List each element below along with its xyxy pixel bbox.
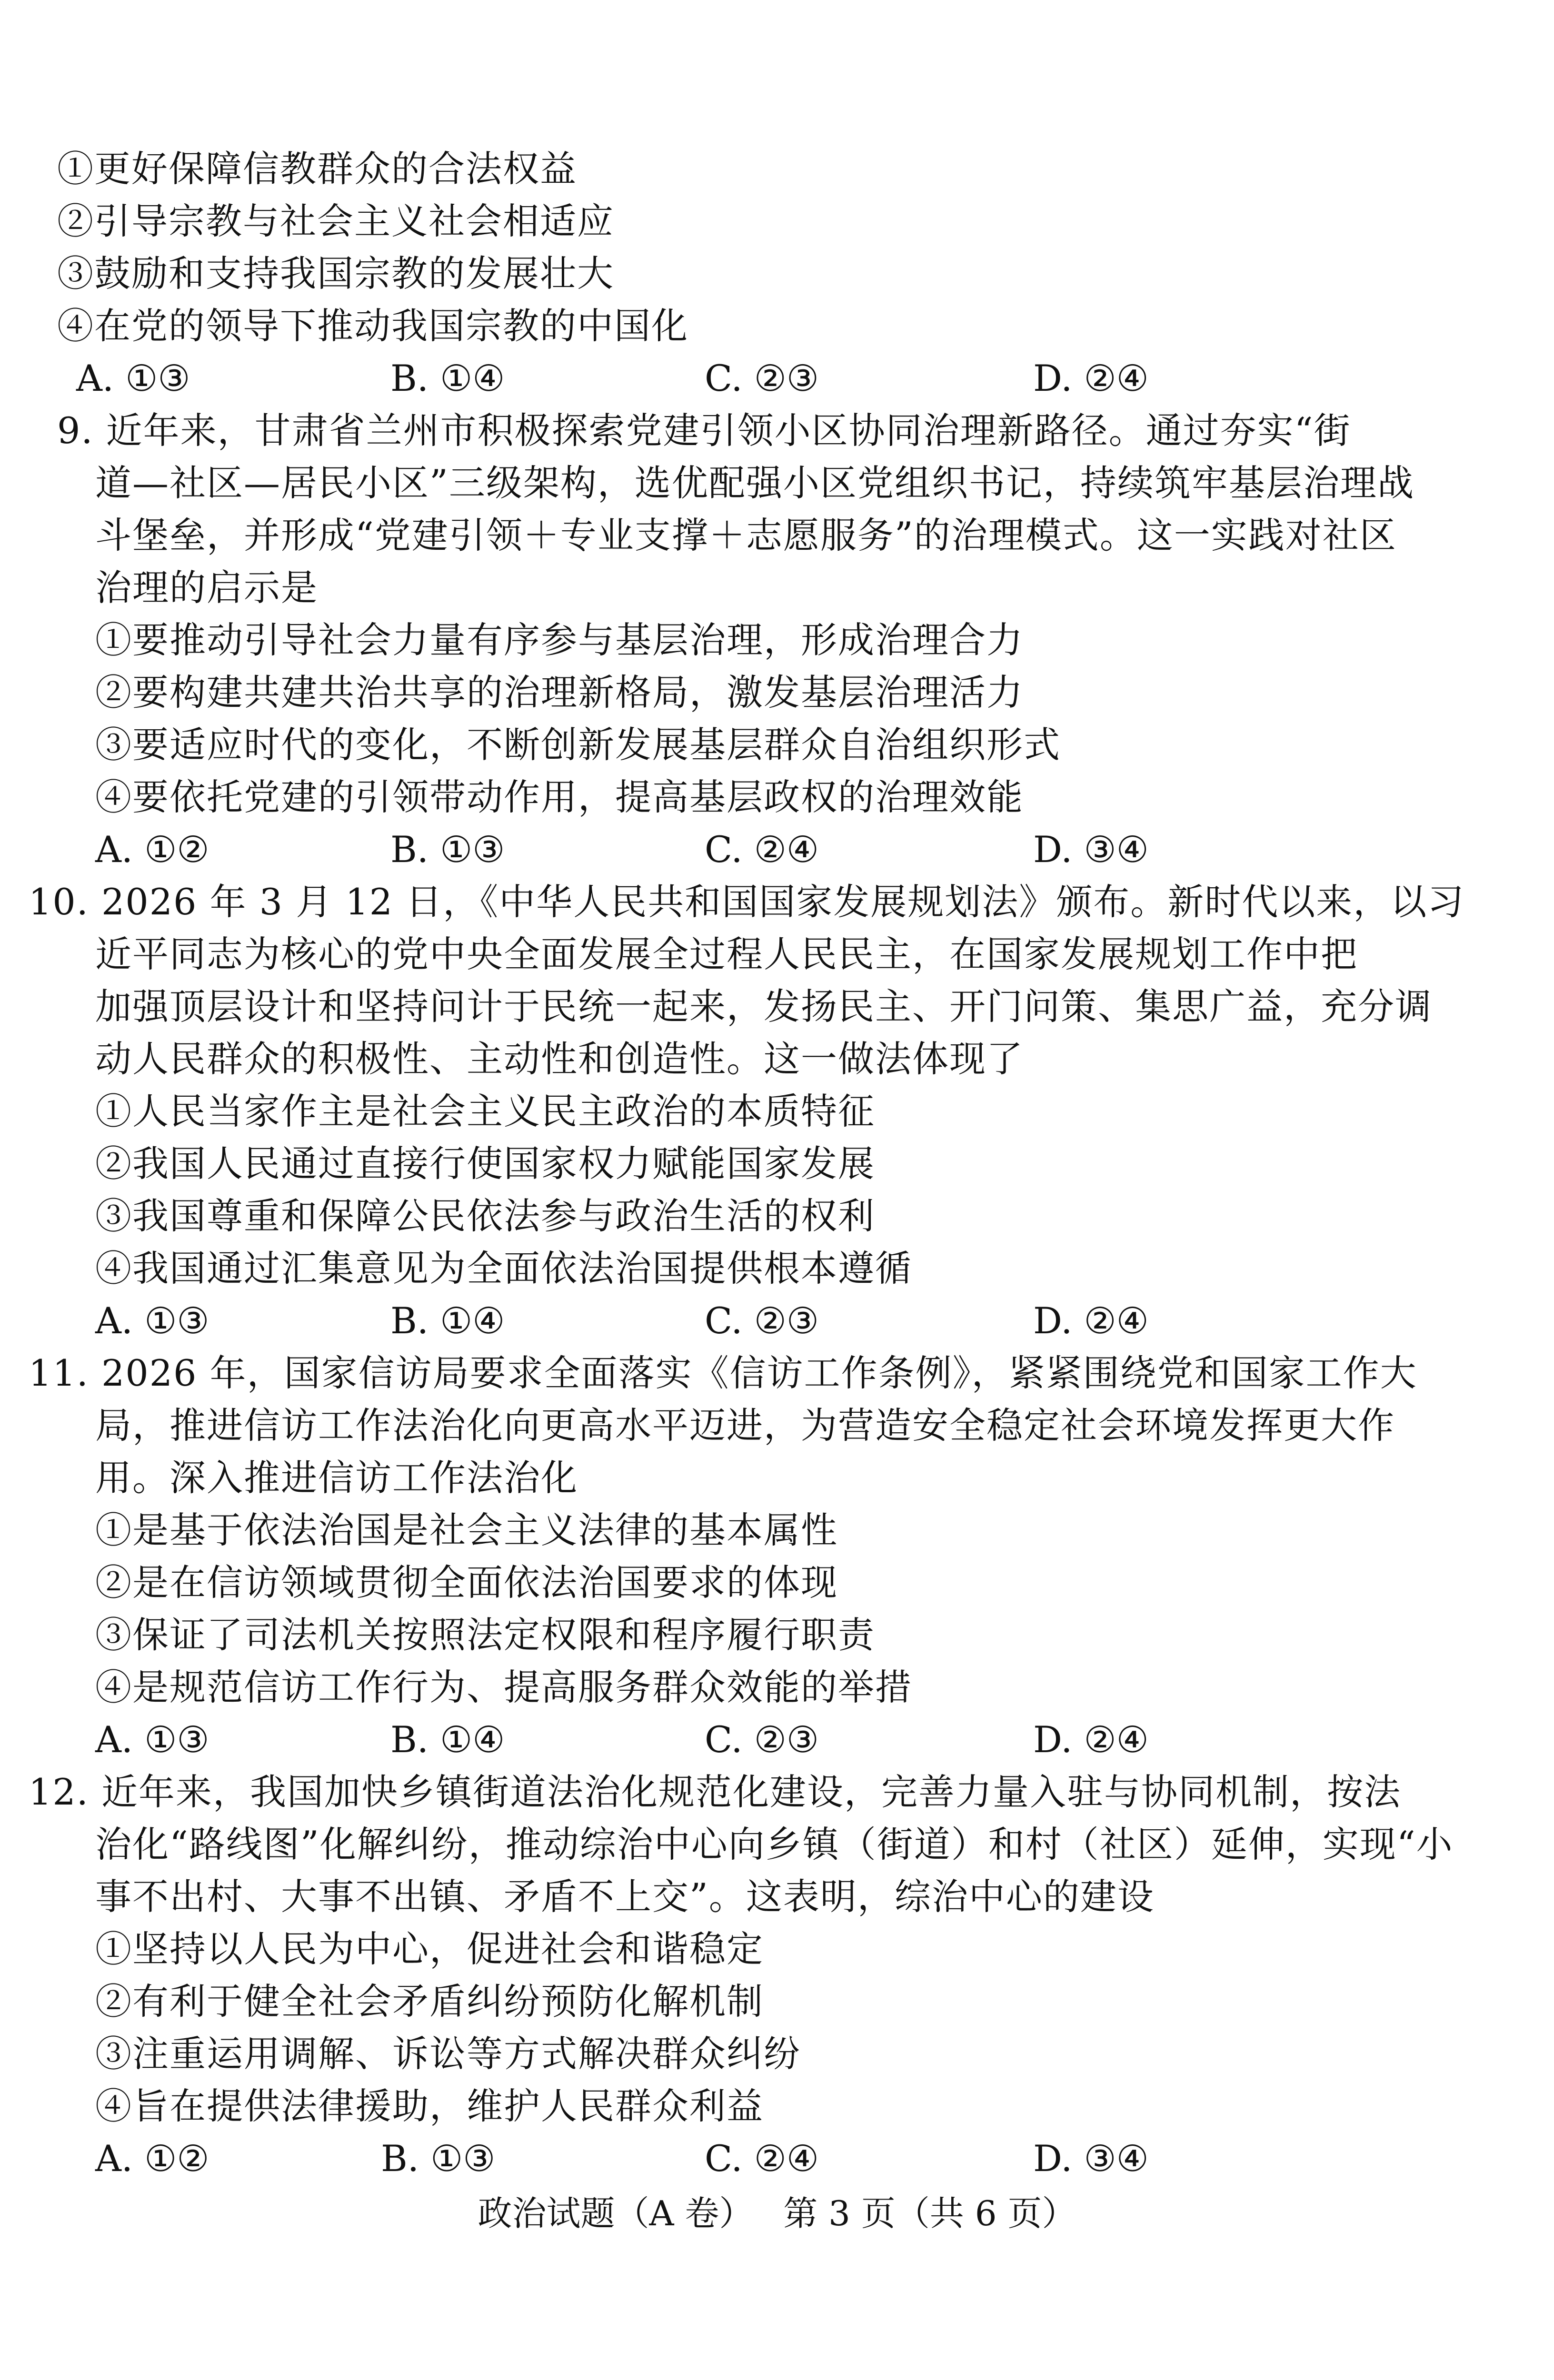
q11-option-4: ④是规范信访工作行为、提高服务群众效能的举措 [95, 1666, 912, 1708]
q11-option-2: ②是在信访领域贯彻全面依法治国要求的体现 [95, 1561, 838, 1604]
q9-stem-line-4: 治理的启示是 [95, 566, 318, 609]
q10-option-3: ③我国尊重和保障公民依法参与政治生活的权利 [95, 1195, 875, 1237]
top-choices [57, 355, 1438, 402]
q12-choices [57, 2135, 1438, 2182]
q9-stem-line-3: 斗堡垒，并形成“党建引领＋专业支撑＋志愿服务”的治理模式。这一实践对社区 [95, 514, 1397, 556]
q9-choice-a: A. ①② [95, 828, 209, 871]
q11-choice-a: A. ①③ [95, 1718, 209, 1761]
q10-stem-line-2: 近平同志为核心的党中央全面发展全过程人民民主，在国家发展规划工作中把 [95, 933, 1358, 975]
choice-c: C. ②③ [705, 357, 819, 399]
q11-stem-line-2: 局，推进信访工作法治化向更高水平迈进，为营造安全稳定社会环境发挥更大作 [95, 1404, 1395, 1447]
q9-option-3: ③要适应时代的变化，不断创新发展基层群众自治组织形式 [95, 724, 1061, 766]
q10-choice-b: B. ①④ [390, 1299, 505, 1342]
choice-b: B. ①④ [390, 357, 505, 399]
footer-subject: 政治试题（A 卷） [478, 2193, 754, 2233]
q11-option-1: ①是基于依法治国是社会主义法律的基本属性 [95, 1509, 838, 1551]
q12-stem-line-1: 12. 近年来，我国加快乡镇街道法治化规范化建设，完善力量入驻与协同机制，按法 [29, 1771, 1402, 1813]
footer-page-number: 第 3 页（共 6 页） [783, 2193, 1076, 2233]
q10-stem-line-1: 10. 2026 年 3 月 12 日，《中华人民共和国国家发展规划法》颁布。新时代以来，以习 [29, 881, 1465, 923]
q11-choices [57, 1716, 1438, 1764]
q11-stem-line-3: 用。深入推进信访工作法治化 [95, 1457, 578, 1499]
q12-choice-d: D. ③④ [1033, 2137, 1149, 2180]
q11-stem-line-1: 11. 2026 年，国家信访局要求全面落实《信访工作条例》，紧紧围绕党和国家工作大 [29, 1352, 1417, 1394]
q10-choice-a: A. ①③ [95, 1299, 209, 1342]
top-option-3: ③鼓励和支持我国宗教的发展壮大 [57, 252, 614, 295]
q9-stem-line-2: 道—社区—居民小区”三级架构，选优配强小区党组织书记，持续筑牢基层治理战 [95, 462, 1415, 504]
q9-choice-b: B. ①③ [390, 828, 505, 871]
page-footer [0, 2190, 1554, 2237]
q9-option-1: ①要推动引导社会力量有序参与基层治理，形成治理合力 [95, 619, 1024, 661]
q10-option-2: ②我国人民通过直接行使国家权力赋能国家发展 [95, 1142, 875, 1185]
q9-choice-c: C. ②④ [705, 828, 819, 871]
q9-stem-line-1: 9. 近年来，甘肃省兰州市积极探索党建引领小区协同治理新路径。通过夯实“街 [57, 409, 1351, 452]
top-option-1: ①更好保障信教群众的合法权益 [57, 148, 577, 190]
q12-choice-c: C. ②④ [705, 2137, 819, 2180]
choice-a: A. ①③ [76, 357, 190, 399]
q11-choice-d: D. ②④ [1033, 1718, 1149, 1761]
q10-stem-line-3: 加强顶层设计和坚持问计于民统一起来，发扬民主、开门问策、集思广益，充分调 [95, 985, 1432, 1028]
q12-stem-line-2: 治化“路线图”化解纠纷，推动综治中心向乡镇（街道）和村（社区）延伸，实现“小 [95, 1823, 1454, 1865]
q11-choice-b: B. ①④ [390, 1718, 505, 1761]
top-option-2: ②引导宗教与社会主义社会相适应 [57, 200, 614, 242]
q12-option-3: ③注重运用调解、诉讼等方式解决群众纠纷 [95, 2033, 801, 2075]
q10-choice-d: D. ②④ [1033, 1299, 1149, 1342]
q11-choice-c: C. ②③ [705, 1718, 819, 1761]
q12-option-1: ①坚持以人民为中心，促进社会和谐稳定 [95, 1928, 764, 1970]
choice-d: D. ②④ [1033, 357, 1149, 399]
q11-option-3: ③保证了司法机关按照法定权限和程序履行职责 [95, 1614, 875, 1656]
q9-choice-d: D. ③④ [1033, 828, 1149, 871]
q12-stem-line-3: 事不出村、大事不出镇、矛盾不上交”。这表明，综治中心的建设 [95, 1875, 1155, 1918]
q10-option-4: ④我国通过汇集意见为全面依法治国提供根本遵循 [95, 1247, 912, 1289]
q10-choices [57, 1297, 1438, 1345]
q9-option-4: ④要依托党建的引领带动作用，提高基层政权的治理效能 [95, 776, 1024, 818]
q12-option-2: ②有利于健全社会矛盾纠纷预防化解机制 [95, 1980, 764, 2023]
q9-choices [57, 826, 1438, 873]
q10-choice-c: C. ②③ [705, 1299, 819, 1342]
q12-choice-b: B. ①③ [381, 2137, 496, 2180]
q12-choice-a: A. ①② [95, 2137, 209, 2180]
q9-option-2: ②要构建共建共治共享的治理新格局，激发基层治理活力 [95, 671, 1024, 714]
q12-option-4: ④旨在提供法律援助，维护人民群众利益 [95, 2085, 764, 2127]
top-option-4: ④在党的领导下推动我国宗教的中国化 [57, 305, 688, 347]
q10-option-1: ①人民当家作主是社会主义民主政治的本质特征 [95, 1090, 875, 1132]
q10-stem-line-4: 动人民群众的积极性、主动性和创造性。这一做法体现了 [95, 1038, 1024, 1080]
